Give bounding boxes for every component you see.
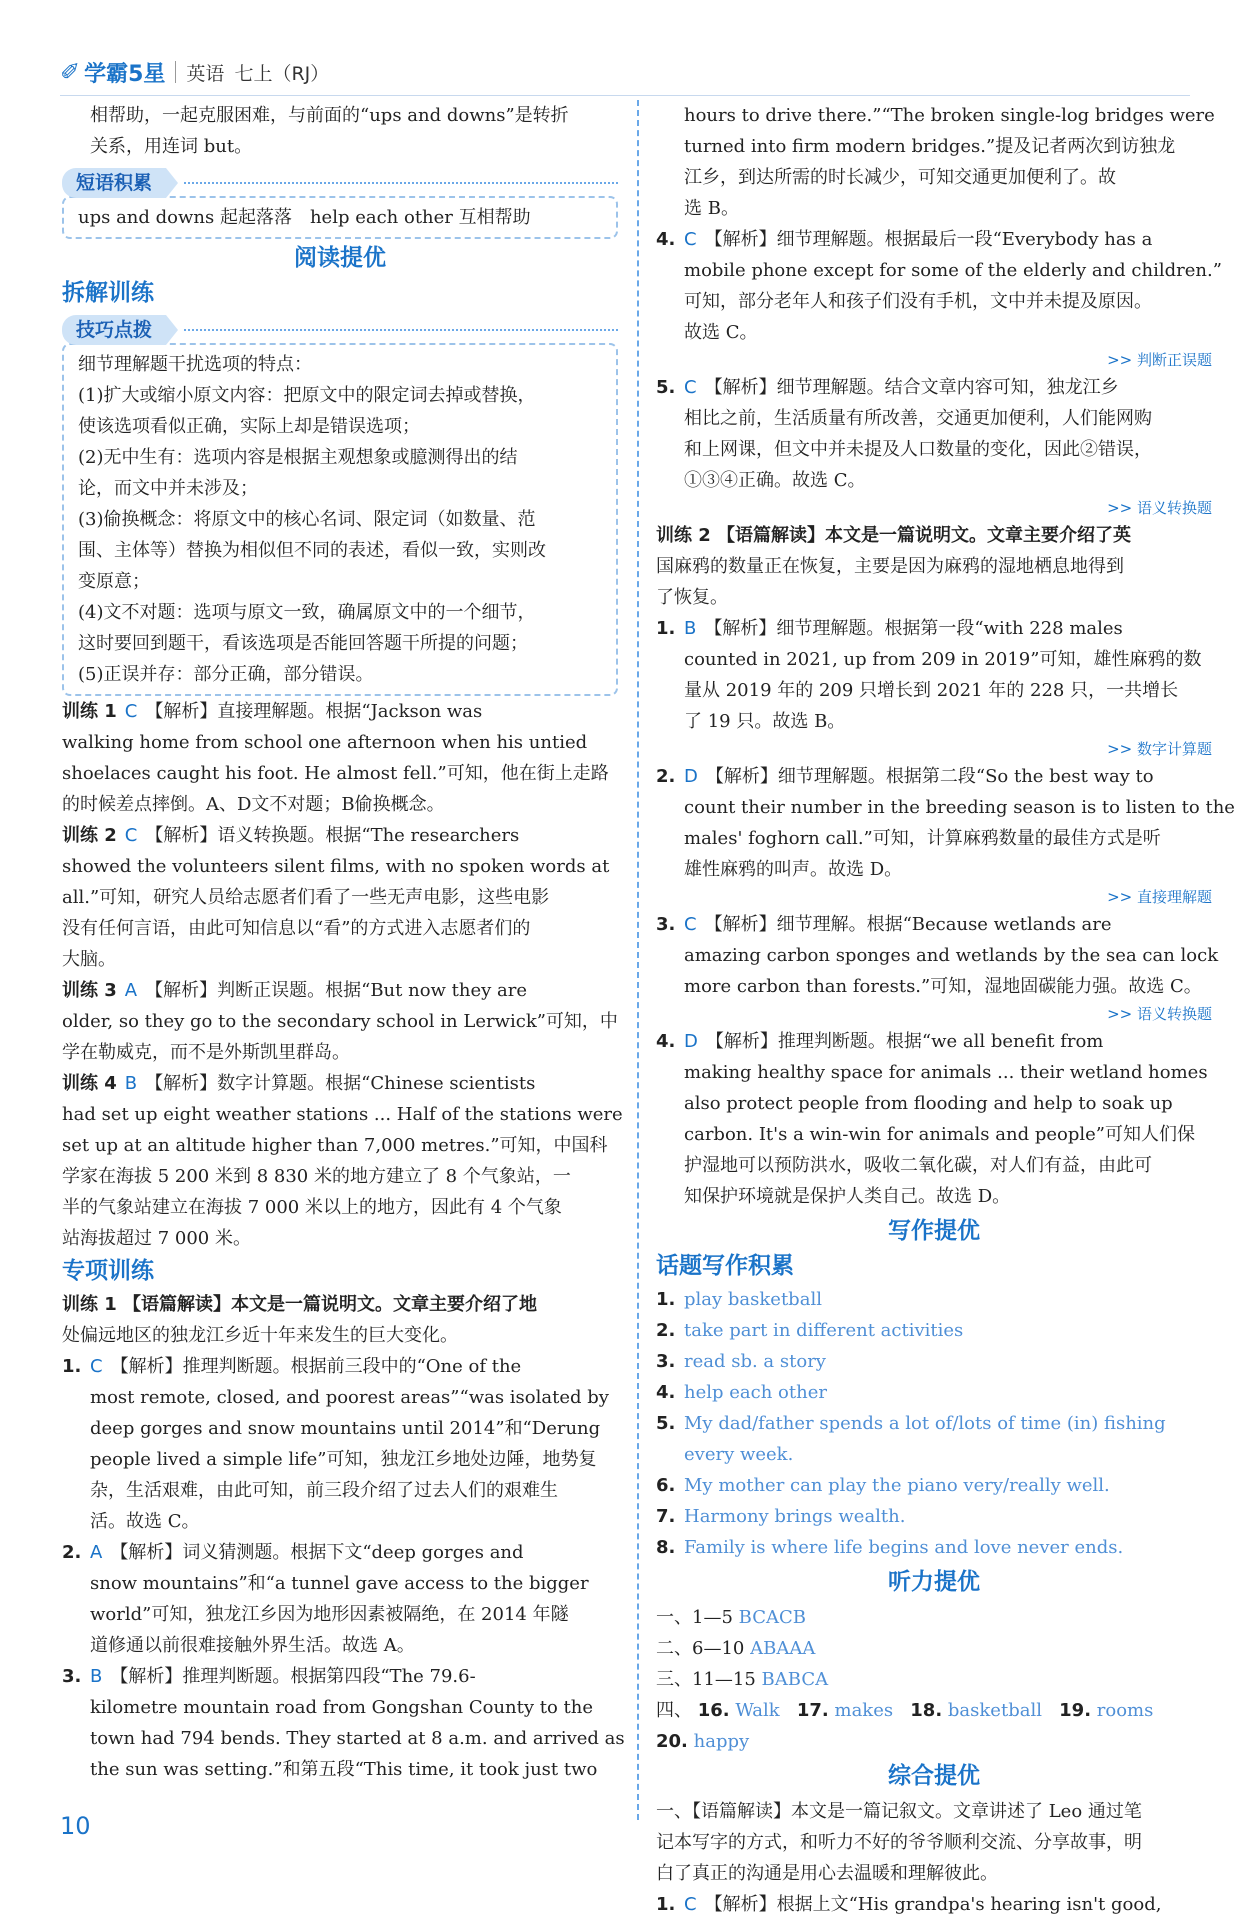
text-line: hours to drive there.”“The broken single-log bridges were [684, 105, 1215, 126]
text-line: kilometre mountain road from Gongshan County to the [90, 1697, 594, 1718]
special-training-2-intro [656, 520, 1212, 613]
answer-letter: C [684, 229, 697, 250]
text-line: 【解析】词义猜测题。根据下文“deep gorges and [110, 1542, 524, 1563]
writing-answer: take part in different activities [684, 1320, 964, 1341]
answer-letter: C [124, 825, 138, 846]
text-line: 活。故选 C。 [90, 1511, 200, 1532]
text-line: 相比之前，生活质量有所改善，交通更加便利，人们能网购 [684, 408, 1152, 429]
text-line: 【解析】推理判断题。根据“we all benefit from [705, 1031, 1104, 1052]
text-line: 了恢复。 [656, 587, 728, 608]
text-line: set up at an altitude higher than 7,000 metres.”可知，中国科 [62, 1135, 608, 1156]
question-5: 5. C 【解析】细节理解题。结合文章内容可知，独龙江乡 相比之前，生活质量有所改善，交通更加便利，人们能网购 和上网课，但文中并未提及人口数量的变化，因此②错误， ①③④正确。故选 C。 >> 语义转换题 [656, 372, 1212, 520]
answer-letter: D [684, 1031, 698, 1052]
tag-dashline [184, 182, 618, 184]
text-line: deep gorges and snow mountains until 2014”和“Derung [90, 1418, 601, 1439]
fill-answer: Walk [735, 1700, 780, 1721]
text-line: more carbon than forests.”可知，湿地固碳能力强。故选 C。 [684, 976, 1202, 997]
text-line: 雄性麻鸦的叫声。故选 D。 [684, 859, 903, 880]
training-4 [62, 1068, 623, 1254]
answer-letter: B [684, 618, 697, 639]
reading-question-2: 2. D 【解析】细节理解题。根据第二段“So the best way to count their number in the breeding season is to listen to the males' foghorn call.”可知，计算麻鸦数量的最佳方式是听 雄性麻鸦的叫声。故选 D。 >> 直接理解题 [656, 761, 1212, 909]
fill-number: 20. [656, 1731, 688, 1752]
text-line: 【解析】细节理解题。根据第二段“So the best way to [705, 766, 1154, 787]
reading-question-3: 3. C 【解析】细节理解。根据“Because wetlands are amazing carbon sponges and wetlands by the sea can lock more carbon than forests.”可知，湿地固碳能力强。故选 C。 >> 语义转换题 [656, 909, 1212, 1026]
training-label: 训练 4 [62, 1073, 117, 1094]
text-line: 杂，生活艰难，由此可知，前三段介绍了过去人们的艰难生 [90, 1480, 558, 1501]
page-number: 10 [60, 1812, 91, 1840]
left-continuation [62, 100, 618, 162]
text-line: 量从 2019 年的 209 只增长到 2021 年的 228 只，一共增长 [684, 680, 1179, 701]
listen-answer: BABCA [761, 1669, 829, 1690]
tag-dashline [184, 329, 618, 331]
tips-line: (2)无中生有：选项内容是根据主观想象或臆测得出的结 [78, 447, 518, 468]
tips-tag-row [62, 315, 618, 345]
text-line: 【解析】判断正误题。根据“But now they are [145, 980, 528, 1001]
writing-list: 1. play basketball 2. take part in different activities 3. read sb. a story 4. help each other 5. My dad/father spends a lot of/lots of time (in) fishing every week. 6. My mother can play the piano very/really well. 7. Harmony brings wealth. 8. Family is where life begins and love never ends. [656, 1284, 1212, 1563]
split-training-title: 拆解训练 [62, 280, 154, 306]
text-line: showed the volunteers silent films, with no spoken words at [62, 856, 610, 877]
text-line: 【解析】推理判断题。根据第四段“The 79.6- [110, 1666, 476, 1687]
answer-letter: C [684, 914, 697, 935]
question-type-hint: >> 直接理解题 [1107, 888, 1212, 906]
text-line: ①③④正确。故选 C。 [684, 470, 866, 491]
training-label: 训练 3 [62, 980, 117, 1001]
writing-answer: My mother can play the piano very/really well. [684, 1475, 1110, 1496]
text-line: all.”可知，研究人员给志愿者们看了一些无声电影，这些电影 [62, 887, 550, 908]
training-label: 训练 2 [62, 825, 117, 846]
writing-answer: Family is where life begins and love never ends. [684, 1537, 1124, 1558]
tips-line: 围、主体等）替换为相似但不同的表述，看似一致，实则改 [78, 540, 546, 561]
brand-mark-icon: ✐ [60, 58, 81, 86]
listening-answers [656, 1602, 1212, 1757]
header-subject: 英语 [186, 62, 225, 85]
text-line: 白了真正的沟通是用心去温暖和理解彼此。 [656, 1863, 998, 1884]
text-line: 半的气象站建立在海拔 7 000 米以上的地方，因此有 4 个气象 [62, 1197, 562, 1218]
fill-answer: rooms [1096, 1700, 1154, 1721]
listen-label: 二、6—10 [656, 1638, 745, 1659]
writing-answer: read sb. a story [684, 1351, 826, 1372]
text-line: also protect people from flooding and help to soak up [684, 1093, 1173, 1114]
text-line: 学在勒威克，而不是外斯凯里群岛。 [62, 1042, 350, 1063]
writing-answer: Harmony brings wealth. [684, 1506, 906, 1527]
text-line: making healthy space for animals ... their wetland homes [684, 1062, 1208, 1083]
answer-letter: A [124, 980, 138, 1001]
writing-answer: play basketball [684, 1289, 822, 1310]
text-line: 站海拔超过 7 000 米。 [62, 1228, 251, 1249]
listen-label: 三、11—15 [656, 1669, 756, 1690]
reading-question-1: 1. B 【解析】细节理解题。根据第一段“with 228 males counted in 2021, up from 209 in 2019”可知，雄性麻鸦的数 量从 2019 年的 209 只增长到 2021 年的 228 只，一共增长 了 19 只。故选 B。 >> 数字计算题 [656, 613, 1212, 761]
fill-answer: basketball [947, 1700, 1042, 1721]
training-label: 训练 1 [62, 701, 117, 722]
text-line: 知保护环境就是保护人类自己。故选 D。 [684, 1186, 1011, 1207]
tips-line: (3)偷换概念：将原文中的核心名词、限定词（如数量、范 [78, 509, 536, 530]
brand-logo [60, 57, 165, 88]
answer-letter: B [124, 1073, 138, 1094]
fill-answer: happy [693, 1731, 750, 1752]
reading-section-title: 阅读提优 [294, 245, 386, 271]
answer-letter: C [90, 1356, 103, 1377]
text-line: 训练 1 【语篇解读】本文是一篇说明文。文章主要介绍了地 [62, 1294, 538, 1315]
answer-letter: C [684, 377, 697, 398]
text-line: 【解析】直接理解题。根据“Jackson was [145, 701, 483, 722]
column-divider [637, 100, 639, 1820]
text-line: 没有任何言语，由此可知信息以“看”的方式进入志愿者们的 [62, 918, 531, 939]
special-training-title: 专项训练 [62, 1258, 154, 1284]
comprehensive-intro [656, 1796, 1212, 1889]
listen-answer: ABAAA [750, 1638, 816, 1659]
phrase-tag: 短语积累 [62, 168, 166, 198]
fill-number: 17. [796, 1700, 829, 1721]
text-line: mobile phone except for some of the elderly and children.” [684, 260, 1222, 281]
writing-answer: every week. [684, 1444, 794, 1465]
question-type-hint: >> 判断正误题 [1107, 351, 1212, 369]
question-type-hint: >> 语义转换题 [1107, 1005, 1212, 1023]
text-line: 道修通以前很难接触外界生活。故选 A。 [90, 1635, 415, 1656]
question-1: 1. C 【解析】推理判断题。根据前三段中的“One of the most remote, closed, and poorest areas”“was isolated by deep gorges and snow mountains until 2014”和“Derung people lived a simple life”可知，独龙江乡地处边陲，地势复 杂，生活艰难，由此可知，前三段介绍了过去人们的艰难生 活。故选 C。 [62, 1351, 618, 1537]
comprehensive-question-1: 1. C 【解析】根据上文“His grandpa's hearing isn't good, [656, 1894, 1162, 1915]
header-rule [60, 95, 1190, 96]
text-line: older, so they go to the secondary school in Lerwick”可知，中 [62, 1011, 618, 1032]
text-line: 【解析】根据上文“His grandpa's hearing isn't good, [704, 1894, 1162, 1915]
writing-answer: help each other [684, 1382, 827, 1403]
topic-writing-title: 话题写作积累 [656, 1253, 794, 1279]
tips-line: 这时要回到题干，看该选项是否能回答题干所提的问题； [78, 633, 528, 654]
text-line: 学家在海拔 5 200 米到 8 830 米的地方建立了 8 个气象站，一 [62, 1166, 571, 1187]
phrase-line: ups and downs 起起落落 help each other 互相帮助 [78, 207, 531, 228]
text-line: amazing carbon sponges and wetlands by the sea can lock [684, 945, 1219, 966]
text-line: 【解析】细节理解。根据“Because wetlands are [704, 914, 1112, 935]
text-line: most remote, closed, and poorest areas”“was isolated by [90, 1387, 609, 1408]
training-1 [62, 696, 618, 820]
listen-label: 四、 [656, 1700, 692, 1721]
text-line: 江乡，到达所需的时长减少，可知交通更加便利了。故 [684, 167, 1116, 188]
text-line: 故选 C。 [684, 322, 758, 343]
text-line: town had 794 bends. They started at 8 a.m. and arrived as [90, 1728, 625, 1749]
training-3 [62, 975, 618, 1068]
training-2 [62, 820, 618, 975]
text-line: 和上网课，但文中并未提及人口数量的变化，因此②错误， [684, 439, 1152, 460]
listening-section-title: 听力提优 [888, 1569, 980, 1595]
comprehensive-section-title: 综合提优 [888, 1763, 980, 1789]
text-line: counted in 2021, up from 209 in 2019”可知，雄性麻鸦的数 [684, 649, 1202, 670]
tips-line: 论，而文中并未涉及； [78, 478, 258, 499]
tips-line: 使该选项看似正确，实际上却是错误选项； [78, 416, 420, 437]
text-line: world”可知，独龙江乡因为地形因素被隔绝，在 2014 年隧 [90, 1604, 569, 1625]
phrase-tag-row [62, 168, 618, 198]
reading-question-4: 4. D 【解析】推理判断题。根据“we all benefit from making healthy space for animals ... their wetland homes also protect people from flooding and help to soak up carbon. It's a win-win for animals and people”可知人们保 护湿地可以预防洪水，吸收二氧化碳，对人们有益，由此可 知保护环境就是保护人类自己。故选 D。 [656, 1026, 1212, 1212]
question-4: 4. C 【解析】细节理解题。根据最后一段“Everybody has a mobile phone except for some of the elderly and children.” 可知，部分老年人和孩子们没有手机，文中并未提及原因。 故选 C。 >> 判断正误题 [656, 224, 1212, 372]
special-training-1-intro [62, 1289, 618, 1351]
text-line: 【解析】语义转换题。根据“The researchers [145, 825, 520, 846]
text-line: walking home from school one afternoon when his untied [62, 732, 588, 753]
text-line: 【解析】细节理解题。根据最后一段“Everybody has a [704, 229, 1153, 250]
text-line: 国麻鸦的数量正在恢复，主要是因为麻鸦的湿地栖息地得到 [656, 556, 1124, 577]
text-line: 训练 2 【语篇解读】本文是一篇说明文。文章主要介绍了英 [656, 525, 1132, 546]
text-line: 关系，用连词 but。 [90, 136, 253, 157]
tips-line: (1)扩大或缩小原文内容：把原文中的限定词去掉或替换， [78, 385, 536, 406]
brand-name: 学霸5星 [84, 61, 166, 87]
question-2: 2. A 【解析】词义猜测题。根据下文“deep gorges and snow mountains”和“a tunnel gave access to the bigger world”可知，独龙江乡因为地形因素被隔绝，在 2014 年隧 道修通以前很难接触外界生活。故选 A。 [62, 1537, 618, 1661]
answer-letter: B [90, 1666, 103, 1687]
answer-letter: D [684, 766, 698, 787]
fill-number: 19. [1059, 1700, 1092, 1721]
text-line: snow mountains”和“a tunnel gave access to the bigger [90, 1573, 589, 1594]
text-line: 记本写字的方式，和听力不好的爷爷顺利交流、分享故事，明 [656, 1832, 1142, 1853]
answer-letter: C [124, 701, 138, 722]
writing-answer: My dad/father spends a lot of/lots of time (in) fishing [684, 1413, 1166, 1434]
listen-label: 一、1—5 [656, 1607, 733, 1628]
writing-section-title: 写作提优 [888, 1218, 980, 1244]
question-type-hint: >> 数字计算题 [1107, 740, 1212, 758]
text-line: 【解析】细节理解题。根据第一段“with 228 males [704, 618, 1123, 639]
answer-letter: A [90, 1542, 103, 1563]
answer-letter: C [684, 1894, 697, 1915]
text-line: 【解析】细节理解题。结合文章内容可知，独龙江乡 [704, 377, 1119, 398]
tips-line: (5)正误并存：部分正确，部分错误。 [78, 664, 374, 685]
text-line: 的时候差点摔倒。A、D文不对题；B偷换概念。 [62, 794, 445, 815]
fill-number: 16. [697, 1700, 730, 1721]
page-header [60, 52, 329, 92]
question-type-hint: >> 语义转换题 [1107, 499, 1212, 517]
text-line: shoelaces caught his foot. He almost fell.”可知，他在街上走路 [62, 763, 609, 784]
text-line: 可知，部分老年人和孩子们没有手机，文中并未提及原因。 [684, 291, 1152, 312]
fill-answer: makes [834, 1700, 894, 1721]
text-line: 相帮助，一起克服困难，与前面的“ups and downs”是转折 [90, 105, 569, 126]
text-line: 一、【语篇解读】本文是一篇记叙文。文章讲述了 Leo 通过笔 [656, 1801, 1142, 1822]
tips-line: 变原意； [78, 571, 150, 592]
text-line: count their number in the breeding season is to listen to the [684, 797, 1235, 818]
tips-line: 细节理解题干扰选项的特点： [78, 354, 312, 375]
text-line: had set up eight weather stations ... Half of the stations were [62, 1104, 623, 1125]
text-line: 了 19 只。故选 B。 [684, 711, 846, 732]
text-line: 【解析】数字计算题。根据“Chinese scientists [145, 1073, 536, 1094]
question-3-continued [656, 100, 1215, 224]
text-line: turned into firm modern bridges.”提及记者两次到访独龙 [684, 136, 1176, 157]
fill-number: 18. [910, 1700, 943, 1721]
text-line: the sun was setting.”和第五段“This time, it took just two [90, 1759, 598, 1780]
right-column [656, 100, 1235, 1920]
phrase-box [62, 196, 618, 239]
text-line: 处偏远地区的独龙江乡近十年来发生的巨大变化。 [62, 1325, 458, 1346]
text-line: 【解析】推理判断题。根据前三段中的“One of the [110, 1356, 522, 1377]
question-3: 3. B 【解析】推理判断题。根据第四段“The 79.6- kilometre mountain road from Gongshan County to the town had 794 bends. They started at 8 a.m. and arrived as the sun was setting.”和第五段“This time, it took just two [62, 1661, 618, 1785]
text-line: people lived a simple life”可知，独龙江乡地处边陲，地势复 [90, 1449, 597, 1470]
header-grade: 七上（RJ） [234, 62, 330, 85]
tips-tag: 技巧点拨 [62, 315, 166, 345]
listen-answer: BCACB [738, 1607, 806, 1628]
tips-box [62, 343, 618, 696]
text-line: 选 B。 [684, 198, 739, 219]
header-separator [175, 61, 176, 83]
text-line: males' foghorn call.”可知，计算麻鸦数量的最佳方式是听 [684, 828, 1161, 849]
text-line: carbon. It's a win-win for animals and people”可知人们保 [684, 1124, 1195, 1145]
tips-line: (4)文不对题：选项与原文一致，确属原文中的一个细节， [78, 602, 536, 623]
text-line: 大脑。 [62, 949, 116, 970]
text-line: 护湿地可以预防洪水，吸收二氧化碳，对人们有益，由此可 [684, 1155, 1152, 1176]
left-column [62, 100, 625, 1785]
